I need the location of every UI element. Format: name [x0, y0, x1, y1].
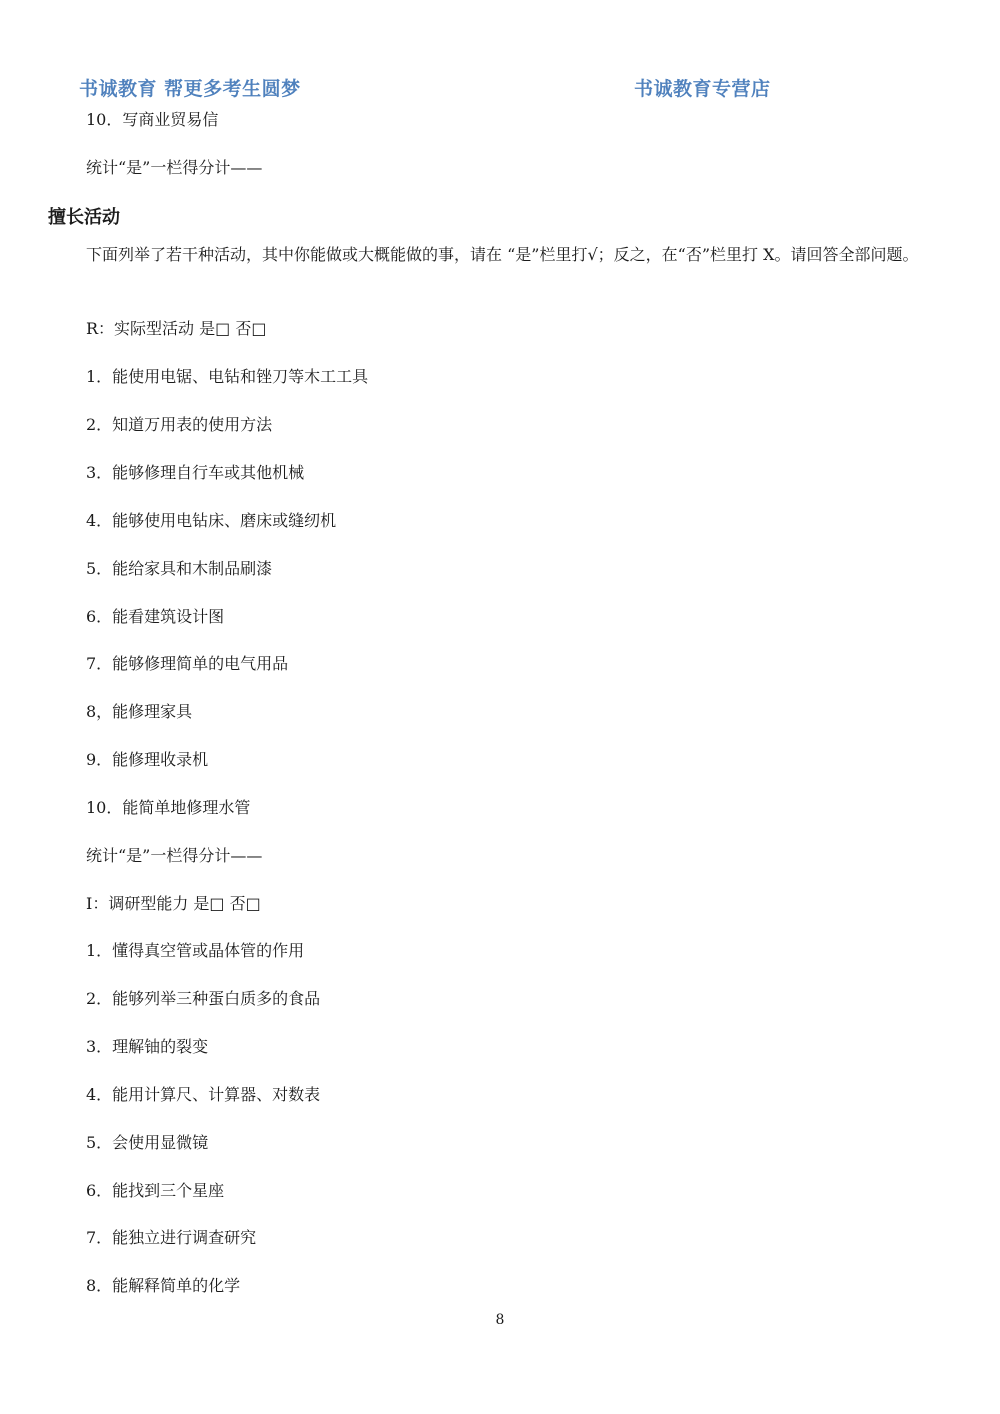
- list-item: 10．写商业贸易信: [86, 110, 219, 129]
- list-item: 8．能解释简单的化学: [86, 1276, 241, 1295]
- header-right: 书诚教育专营店: [634, 78, 771, 100]
- instruction-paragraph: 下面列举了若干种活动，其中你能做或大概能做的事，请在 “是”栏里打√；反之，在“否”栏里打 X。请回答全部问题。: [86, 245, 919, 264]
- header-left: 书诚教育 帮更多考生圆梦: [79, 78, 301, 100]
- list-item: 9．能修理收录机: [86, 750, 209, 769]
- list-item: 8，能修理家具: [86, 702, 193, 721]
- i-block-title: I：调研型能力 是□ 否□: [86, 894, 261, 913]
- list-item: 3．能够修理自行车或其他机械: [86, 463, 305, 482]
- list-item: 5．能给家具和木制品刷漆: [86, 559, 273, 578]
- list-item: 1．懂得真空管或晶体管的作用: [86, 941, 305, 960]
- list-item: 5．会使用显微镜: [86, 1133, 209, 1152]
- tally-line: 统计“是”一栏得分计——: [86, 158, 263, 177]
- r-block-title: R：实际型活动 是□ 否□: [86, 319, 267, 338]
- list-item: 7．能独立进行调查研究: [86, 1228, 257, 1247]
- list-item: 3．理解铀的裂变: [86, 1037, 209, 1056]
- list-item: 6．能找到三个星座: [86, 1181, 225, 1200]
- list-item: 4．能够使用电钻床、磨床或缝纫机: [86, 511, 337, 530]
- list-item: 2．知道万用表的使用方法: [86, 415, 273, 434]
- list-item: 4．能用计算尺、计算器、对数表: [86, 1085, 321, 1104]
- list-item: 7．能够修理简单的电气用品: [86, 654, 289, 673]
- section-title: 擅长活动: [48, 207, 120, 228]
- list-item: 6．能看建筑设计图: [86, 607, 225, 626]
- tally-line: 统计“是”一栏得分计——: [86, 846, 263, 865]
- page-number: 8: [495, 1312, 505, 1328]
- list-item: 2．能够列举三种蛋白质多的食品: [86, 989, 321, 1008]
- list-item: 1．能使用电锯、电钻和锉刀等木工工具: [86, 367, 369, 386]
- list-item: 10．能简单地修理水管: [86, 798, 251, 817]
